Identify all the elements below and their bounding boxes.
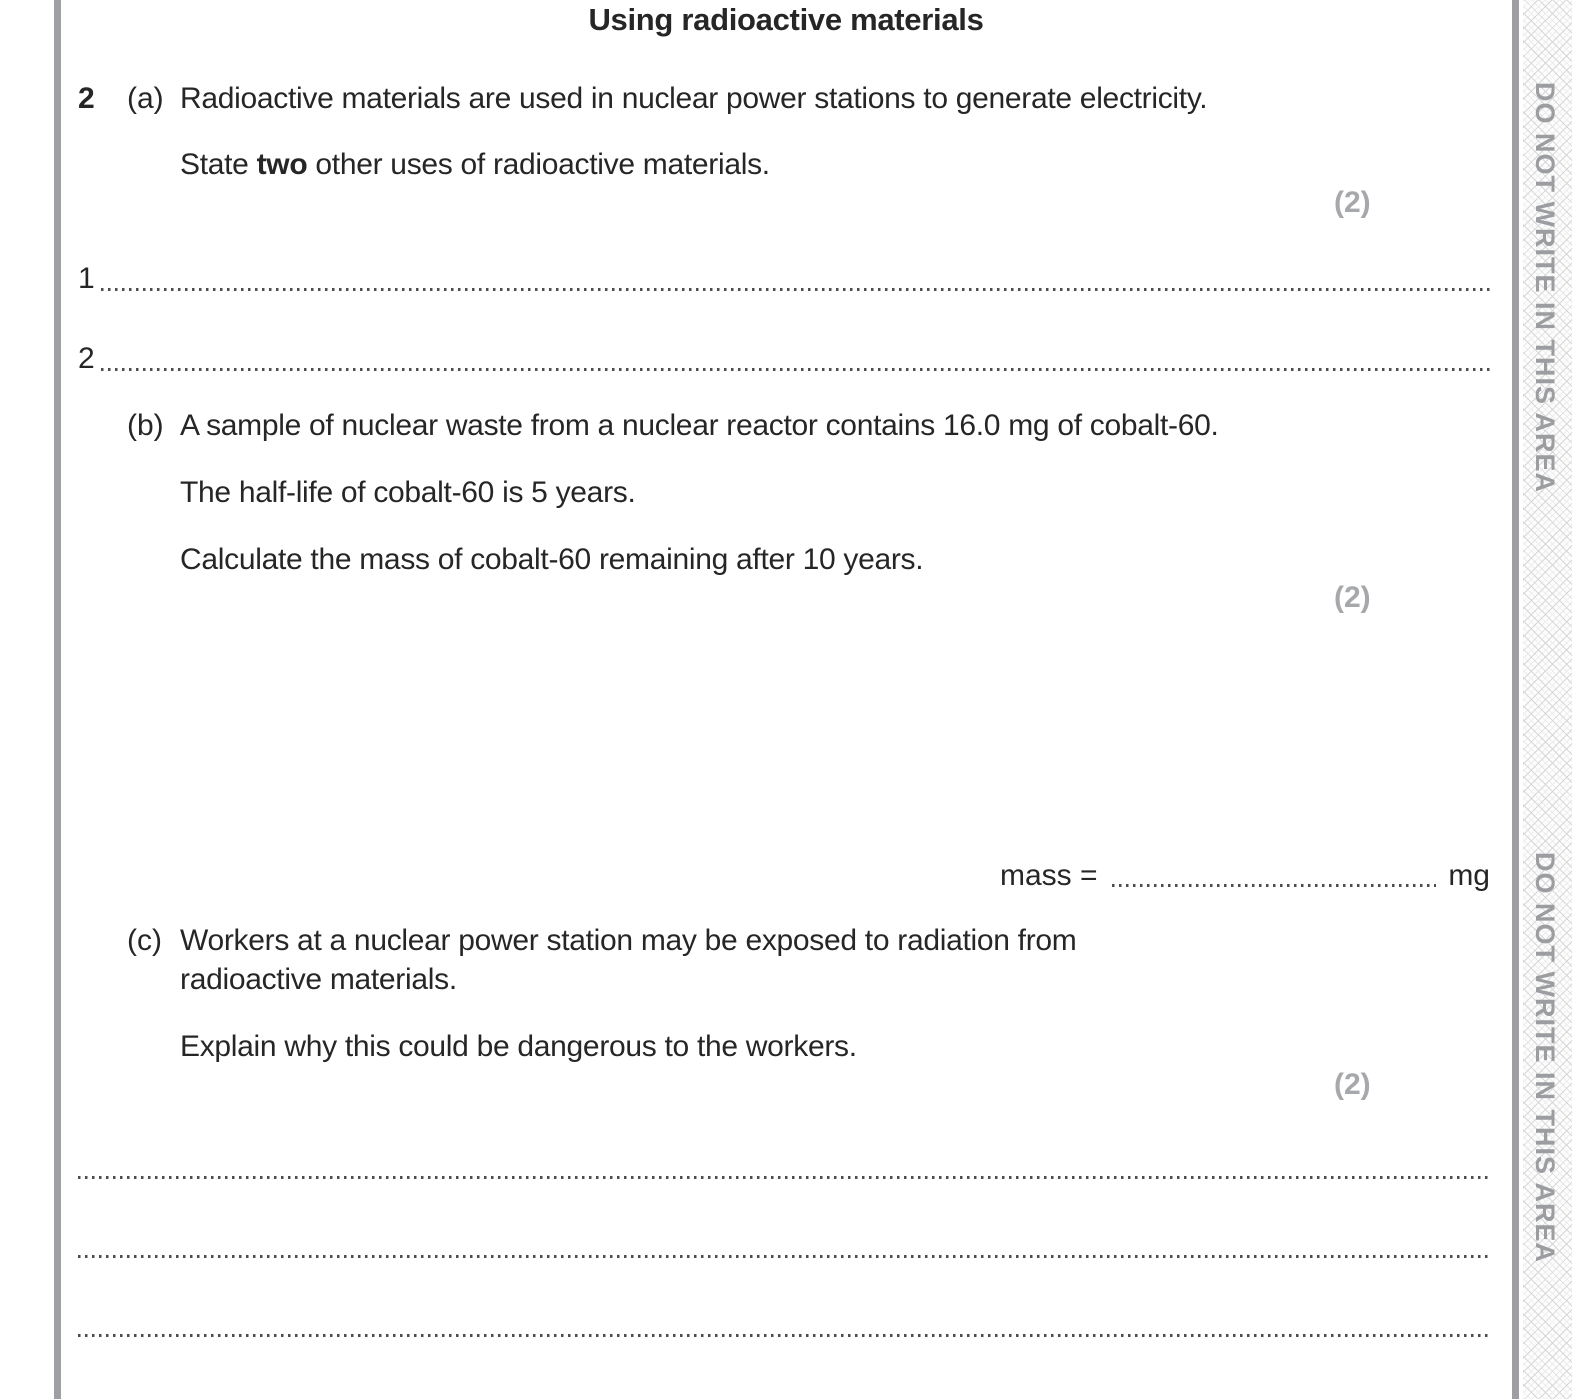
part-a-instruction-bold: two <box>256 148 308 181</box>
do-not-write-label-top: DO NOT WRITE IN THIS AREA <box>1530 82 1560 493</box>
part-c-marks: (2) <box>1334 1068 1371 1101</box>
part-c-label: (c) <box>127 924 162 957</box>
mass-write-line[interactable] <box>1112 884 1437 887</box>
part-a-answer-row-1 <box>78 262 1490 296</box>
part-a-line1: Radioactive materials are used in nuclear power stations to generate electricity. <box>180 82 1208 115</box>
part-a-label: (a) <box>127 82 164 115</box>
question-number: 2 <box>78 82 95 115</box>
part-c-write-line-2[interactable] <box>78 1255 1490 1258</box>
answer-2-number: 2 <box>78 342 95 375</box>
mass-unit-label: mg <box>1448 859 1490 892</box>
part-b-line2: The half-life of cobalt-60 is 5 years. <box>180 476 636 509</box>
part-c-line1: Workers at a nuclear power station may be exposed to radiation from <box>180 924 1077 957</box>
answer-1-write-line[interactable] <box>101 288 1490 291</box>
page-title: Using radioactive materials <box>588 2 984 37</box>
right-margin-rule <box>1512 0 1519 1399</box>
part-a-answer-row-2 <box>78 342 1490 376</box>
do-not-write-label-bottom: DO NOT WRITE IN THIS AREA <box>1530 852 1560 1263</box>
part-c-write-line-3[interactable] <box>78 1334 1490 1337</box>
part-a-instruction-post: other uses of radioactive materials. <box>307 148 770 181</box>
part-a-instruction <box>180 148 770 182</box>
do-not-write-margin <box>1523 0 1572 1399</box>
part-c-write-line-1[interactable] <box>78 1176 1490 1179</box>
part-c-line3: Explain why this could be dangerous to the workers. <box>180 1030 857 1063</box>
mass-equals-label: mass = <box>1000 859 1098 892</box>
part-a-marks: (2) <box>1334 186 1371 219</box>
part-b-line3: Calculate the mass of cobalt-60 remaining after 10 years. <box>180 543 924 576</box>
part-c-line2: radioactive materials. <box>180 963 457 996</box>
part-a-instruction-pre: State <box>180 148 257 181</box>
part-b-answer-row <box>1000 858 1490 894</box>
answer-2-write-line[interactable] <box>101 368 1490 371</box>
part-b-line1: A sample of nuclear waste from a nuclear reactor contains 16.0 mg of cobalt-60. <box>180 409 1219 442</box>
answer-1-number: 1 <box>78 262 95 295</box>
part-b-label: (b) <box>127 409 164 442</box>
part-b-marks: (2) <box>1334 581 1371 614</box>
left-margin-rule <box>54 0 61 1399</box>
